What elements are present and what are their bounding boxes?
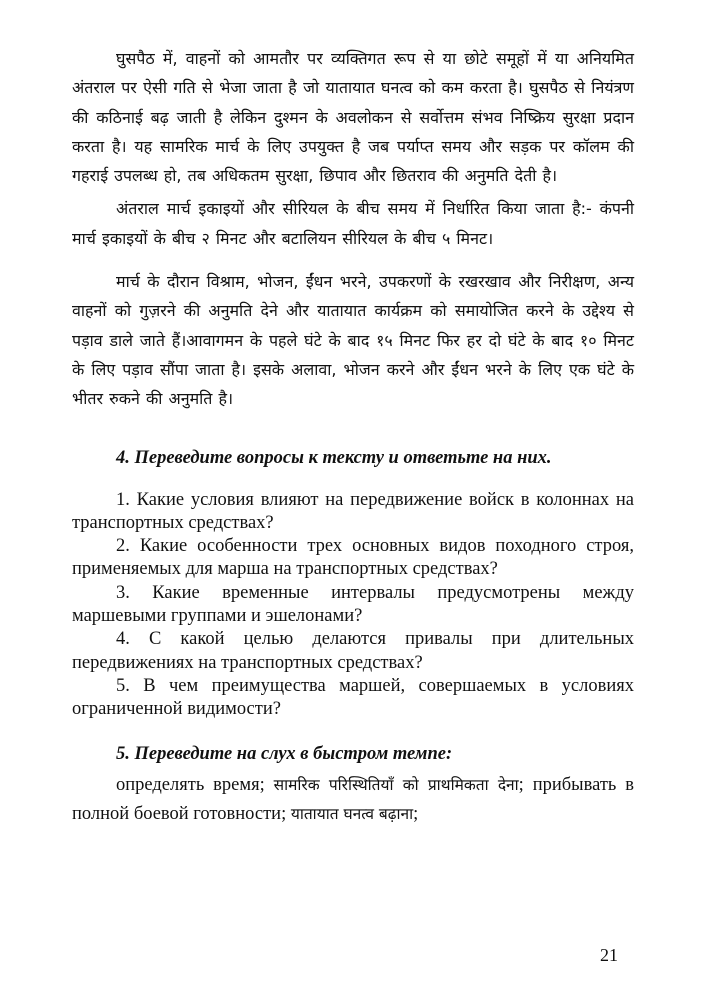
section-5-phrase-list <box>72 771 634 829</box>
question-item-5: 5. В чем преимущества маршей, совершаемых в условиях ограниченной видимости? <box>72 675 634 720</box>
section-4-heading: 4. Переведите вопросы к тексту и ответьте на них. <box>116 447 552 468</box>
phrase-ru-2: ; прибывать в полной боевой готовности; <box>72 774 634 824</box>
hindi-paragraph-1: घुसपैठ में, वाहनों को आमतौर पर व्यक्तिगत रूप से या छोटे समूहों में या अनियमित अंतराल पर ऐसी गति से भेजा जाता है जो यातायात घनत्व को कम करता है। घुसपैठ से नियंत्रण की कठिनाई बढ़ जाती है लेकिन दुश्मन के अवलोकन से सर्वोत्तम संभव निष्क्रिय सुरक्षा प्रदान करता है। यह सामरिक मार्च के लिए उपयुक्त है जब पर्याप्त समय और सड़क पर कॉलम की गहराई उपलब्ध हो, तब अधिकतम सुरक्षा, छिपाव और छितराव की अनुमति देती है। <box>72 49 634 186</box>
question-item-4: 4. С какой целью делаются привалы при длительных передвижениях на транспортных средствах? <box>72 629 634 673</box>
page-content <box>72 44 634 829</box>
hindi-paragraph-2: अंतराल मार्च इकाइयों और सीरियल के बीच समय में निर्धारित किया जाता है:- कंपनी मार्च इकाइयों के बीच २ मिनट और बटालियन सीरियल के बीच ५ मिनट। <box>72 199 634 248</box>
phrase-end: ; <box>413 803 419 824</box>
page-number: 21 <box>600 945 618 965</box>
question-item-1: 1. Какие условия влияют на передвижение войск в колоннах на транспортных средствах? <box>72 489 634 533</box>
phrase-hi-1: सामरिक परिस्थितियाँ को प्राथमिकता देना <box>273 775 519 794</box>
phrase-ru-1: определять время; <box>116 774 274 795</box>
question-item-3: 3. Какие временные интервалы предусмотрены между маршевыми группами и эшелонами? <box>72 582 634 627</box>
question-item-2: 2. Какие особенности трех основных видов походного строя, применяемых для марша на транспортных средствах? <box>72 536 634 580</box>
section-5-heading: 5. Переведите на слух в быстром темпе: <box>116 743 453 764</box>
question-list <box>72 489 634 722</box>
hindi-paragraph-3: मार्च के दौरान विश्राम, भोजन, ईंधन भरने, उपकरणों के रखरखाव और निरीक्षण, अन्य वाहनों को गुज़रने की अनुमति देने और यातायात कार्यक्रम को समायोजित करने के उद्देश्य से पड़ाव डाले जाते हैं।आवागमन के पहले घंटे के बाद १५ मिनट फिर हर दो घंटे के बाद १० मिनट के लिए पड़ाव सौंपा जाता है। इसके अलावा, भोजन करने और ईंधन भरने के लिए एक घंटे के भीतर रुकने की अनुमति है। <box>72 272 634 409</box>
phrase-hi-2: यातायात घनत्व बढ़ाना <box>290 804 414 823</box>
